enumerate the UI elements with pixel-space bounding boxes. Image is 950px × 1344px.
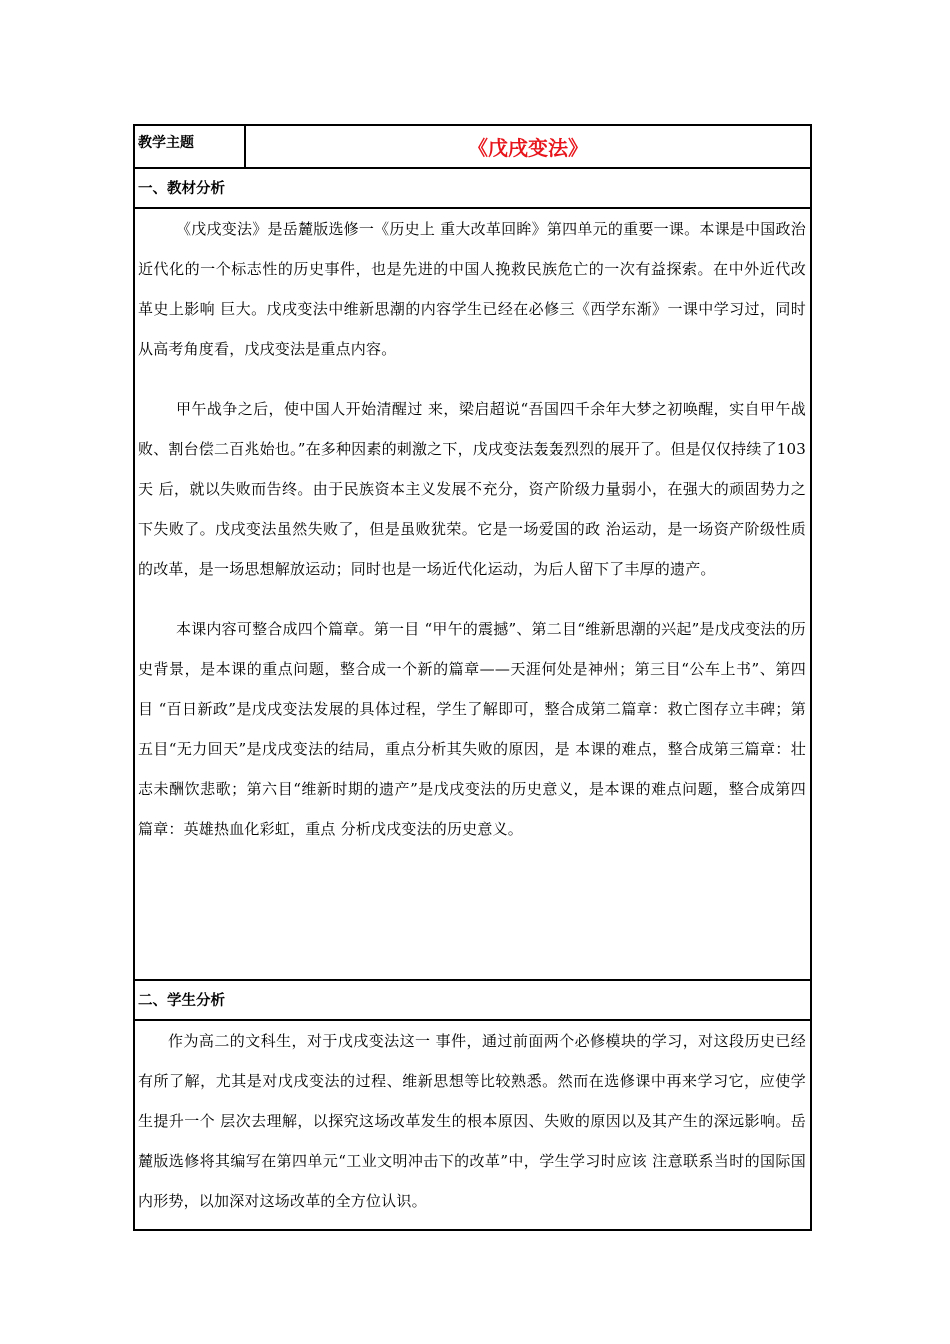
section2-body <box>135 1021 810 1229</box>
paragraph-gap <box>138 369 810 389</box>
section2-paragraph-1: 作为高二的文科生，对于戊戌变法这一 事件，通过前面两个必修模块的学习，对这段历史已经有所了解，尤其是对戊戌变法的过程、维新思想等比较熟悉。然而在选修课中再来学习它，应使学生提升一个 层次去理解，以探究这场改革发生的根本原因、失败的原因以及其产生的深远影响。岳麓版选修将其编写在第四单元“工业文明冲击下的改革”中，学生学习时应该 注意联系当时的国际国内形势，以加深对这场改革的全方位认识。 <box>138 1032 806 1210</box>
section1-paragraph-2: 甲午战争之后，使中国人开始清醒过 来，梁启超说“吾国四千余年大梦之初唤醒，实自甲午战败、割台偿二百兆始也。”在多种因素的刺激之下，戊戌变法轰轰烈烈的展开了。但是仅仅持续了103天 后，就以失败而告终。由于民族资本主义发展不充分，资产阶级力量弱小，在强大的顽固势力之下失败了。戊戌变法虽然失败了，但是虽败犹荣。它是一场爱国的政 治运动，是一场资产阶级性质的改革，是一场思想解放运动；同时也是一场近代化运动，为后人留下了丰厚的遗产。 <box>138 400 807 578</box>
topic-title: 《戊戌变法》 <box>468 136 588 160</box>
topic-row <box>135 126 810 169</box>
section1-heading: 一、教材分析 <box>135 169 810 209</box>
lesson-plan-table <box>133 124 812 1231</box>
topic-label: 教学主题 <box>135 126 246 167</box>
section1-paragraph-3: 本课内容可整合成四个篇章。第一目 “甲午的震撼”、第二目“维新思潮的兴起”是戊戌变法的历史背景，是本课的重点问题，整合成一个新的篇章——天涯何处是神州；第三目“公车上书”、第四目 “百日新政”是戊戌变法发展的具体过程，学生了解即可，整合成第二篇章：救亡图存立丰碑；第五目“无力回天”是戊戌变法的结局，重点分析其失败的原因，是 本课的难点，整合成第三篇章：壮志未酬饮悲歌；第六目“维新时期的遗产”是戊戌变法的历史意义，是本课的难点问题，整合成第四篇章：英雄热血化彩虹，重点 分析戊戌变法的历史意义。 <box>138 620 806 838</box>
section2-heading: 二、学生分析 <box>135 981 810 1021</box>
section1-paragraph-1: 《戊戌变法》是岳麓版选修一《历史上 重大改革回眸》第四单元的重要一课。本课是中国政治近代化的一个标志性的历史事件，也是先进的中国人挽救民族危亡的一次有益探索。在中外近代改革史上影响 巨大。戊戌变法中维新思潮的内容学生已经在必修三《西学东渐》一课中学习过，同时从高考角度看，戊戌变法是重点内容。 <box>138 220 806 358</box>
section1-body <box>135 209 810 981</box>
paragraph-gap <box>138 589 810 609</box>
